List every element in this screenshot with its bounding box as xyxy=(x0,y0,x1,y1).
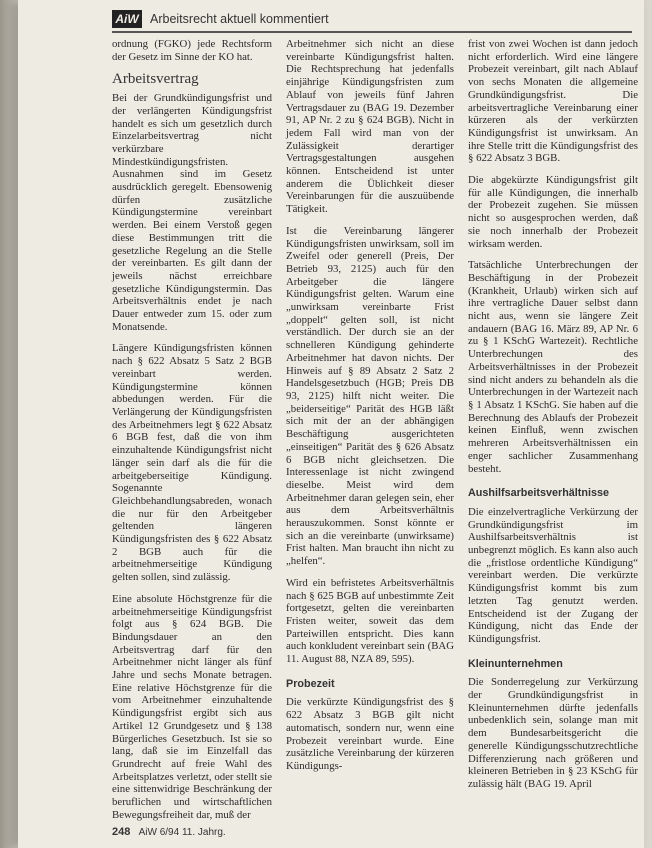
paragraph: Wird ein befristetes Arbeitsverhältnis nach § 625 BGB auf unbestimmte Zeit fortgesetzt, gelten die vereinbarten Fristen weiter, soweit das dem Parteiwillen entspricht. Dies kann auch konkludent vereinbart sein (BAG 11. August 88, NZA 89, 595). xyxy=(286,576,454,666)
magazine-logo: AiW xyxy=(112,10,142,28)
paragraph: Längere Kündigungsfristen können nach § 622 Absatz 5 Satz 2 BGB vereinbart werden. Kündigungstermine können abbedungen werden. Für die Verlängerung der Kündigungsfristen des Arbeitnehmers legt § 622 Absatz 6 BGB fest, daß die von ihm einzuhaltende Kündigungsfrist nicht länger sein darf als die für die arbeitgeberseitige Kündigung. Sogenannte Gleichbehandlungsabreden, wonach die nur für den Arbeitgeber geltenden längeren Kündigungsfristen des § 622 Absatz 2 BGB auch für die arbeitnehmerseitige Kündigung gelten sollen, sind zulässig. xyxy=(112,342,272,584)
book-gutter xyxy=(0,0,18,848)
page-footer xyxy=(112,826,226,838)
section-heading-kleinunternehmen: Kleinunternehmen xyxy=(468,657,563,670)
paragraph: Eine absolute Höchstgrenze für die arbeitnehmerseitige Kündigungsfrist folgt aus § 624 BGB. Die Bindungsdauer an den Arbeitsvertrag darf für den Arbeitnehmer nicht länger als fünf Jahre und sechs Monate betragen. Eine relative Höchstgrenze für die vom Arbeitnehmer einzuhaltende Kündigungsfrist ergibt sich aus Artikel 12 Grundgesetz und § 138 Bürgerliches Gesetzbuch. Ist sie so lang, daß sie im Einzelfall das Grundrecht auf freie Wahl des Arbeitsplatzes verletzt, oder stellt sie eine sittenwidrige Beschränkung der beruflichen und wirtschaftlichen Bewegungsfreiheit dar, muß der xyxy=(112,592,272,821)
header-title: Arbeitsrecht aktuell kommentiert xyxy=(150,12,329,26)
issue-info: AiW 6/94 11. Jahrg. xyxy=(138,827,226,838)
section-heading-probezeit: Probezeit xyxy=(286,677,335,690)
column-2 xyxy=(286,38,454,782)
paragraph: ordnung (FGKO) jede Rechtsform der Gesetz im Sinne der KO hat. xyxy=(112,38,272,63)
paragraph: Die Sonderregelung zur Verkürzung der Grundkündigungsfrist in Kleinunternehmen dürfte jedenfalls unbedenklich sein, solange man mit dem Bundesarbeitsgericht die generelle Kündigungsschutzrechtliche Differenzierung nach größeren und kleineren Betrieben in § 23 KSchG für zulässig hält (BAG 19. April xyxy=(468,676,638,790)
page-number: 248 xyxy=(112,826,131,838)
section-heading-aushilfe: Aushilfsarbeitsverhältnisse xyxy=(468,487,610,500)
paragraph: Die einzelvertragliche Verkürzung der Grundkündigungsfrist im Aushilfsarbeitsverhältnis ist unbegrenzt möglich. Es kann also auch die „fristlose ordentliche Kündigung“ vereinbart werden. Die verkürzte Kündigungsfrist kommt bis zum letzten Tag genutzt werden. Entscheidend ist der Zugang der Kündigung, nicht das Ende der Kündigungsfrist. xyxy=(468,505,638,645)
paragraph: Arbeitnehmer sich nicht an diese vereinbarte Kündigungsfrist halten. Die Rechtsprechung hat jedenfalls einjährige Kündigungsfristen zum Ablauf von jeweils fünf Jahren Vertragsdauer zu (BAG 19. Dezember 91, AP Nr. 2 zu § 624 BGB). Nicht in jedem Fall wird man von der Zulässigkeit derartiger Vertragsgestaltungen ausgehen können. Entscheidend ist unter anderem die Üblichkeit dieser Vereinbarungen für die auszuübende Tätigkeit. xyxy=(286,38,454,216)
paragraph: frist von zwei Wochen ist dann jedoch nicht erforderlich. Wird eine längere Probezeit vereinbart, gilt nach Ablauf von sechs Monaten die allgemeine Grundkündigungsfrist. Die arbeitsvertragliche Vereinbarung einer kürzeren als der verkürzten Kündigungsfrist ist unwirksam. An ihre Stelle tritt die Kündigungsfrist des § 622 Absatz 3 BGB. xyxy=(468,38,638,165)
section-heading-arbeitsvertrag: Arbeitsvertrag xyxy=(112,71,199,88)
page-header xyxy=(112,8,632,30)
paragraph: Tatsächliche Unterbrechungen der Beschäftigung in der Probezeit (Krankheit, Urlaub) wirken sich auf ihre vertragliche Dauer selbst dann nicht aus, wenn sie längere Zeit andauern (BAG 16. März 89, AP Nr. 6 zu § 1 KSchG Wartezeit). Rechtliche Unterbrechungen des Arbeitsverhältnisses in der Probezeit sind nicht anders zu behandeln als die Unterbrechungen in der Wartezeit nach § 1 Absatz 1 KSchG. Sie haben auf die Berechnung des Ablaufs der Probezeit keinen Einfluß, wenn zwischen mehreren Arbeitsverhältnissen ein enger sachlicher Zusammenhang besteht. xyxy=(468,259,638,475)
paragraph: Die abgekürzte Kündigungsfrist gilt für alle Kündigungen, die innerhalb der Probezeit zugehen. Sie müssen nicht so ausgesprochen werden, daß sie noch innerhalb der Probezeit wirksam werden. xyxy=(468,174,638,250)
column-1 xyxy=(112,38,272,830)
paragraph: Bei der Grundkündigungsfrist und der verlängerten Kündigungsfrist handelt es sich um gesetzlich durch Einzelarbeitsvertrag nicht verkürzbare Mindestkündigungsfristen. Ausnahmen sind im Gesetz ausdrücklich geregelt. Ebensowenig dürfen zusätzliche Kündigungstermine vereinbart werden. Bei einem Verstoß gegen diese Bestimmungen tritt die gesetzliche Regelung an die Stelle der vereinbarten. Es gilt dann der jeweils nächst erreichbare gesetzliche Kündigungstermin. Das Arbeitsverhältnis endet je nach Dauer entweder zum 15. oder zum Monatsende. xyxy=(112,92,272,333)
paragraph: Die verkürzte Kündigungsfrist des § 622 Absatz 3 BGB gilt nicht automatisch, sondern nur, wenn eine Probezeit vereinbart wurde. Eine zusätzliche Vereinbarung der kürzeren Kündigungs- xyxy=(286,696,454,772)
column-3 xyxy=(468,38,638,800)
header-rule xyxy=(112,31,632,33)
paragraph: Ist die Vereinbarung längerer Kündigungsfristen unwirksam, soll im Zweifel oder generell (Preis, Der Betrieb 93, 2125) auch für den Arbeitgeber die längere Kündigungsfrist gelten. Warum eine „unwirksam vereinbarte Frist „doppelt“ gelten soll, ist nicht verständlich. Der durch sie an der schnelleren Kündigung gehinderte Arbeitnehmer hat davon nichts. Der Hinweis auf § 89 Absatz 2 Satz 2 Handelsgesetzbuch (HGB; Preis DB 93, 2125) hilft nicht weiter. Die „beiderseitige“ Parität des HGB läßt sich mit der an der abhängigen Beschäftigung ausgerichteten „einseitigen“ Parität des § 626 Absatz 6 BGB nicht gleichsetzen. Die Interessenlage ist nicht zwingend dieselbe. Meist wird dem Arbeitnehmer daran gelegen sein, eher aus dem Arbeitsverhältnis herauszukommen. Sonst könnte er sich an die vereinbarte (unwirksame) Frist halten. Man braucht ihn nicht zu „helfen“. xyxy=(286,224,454,568)
